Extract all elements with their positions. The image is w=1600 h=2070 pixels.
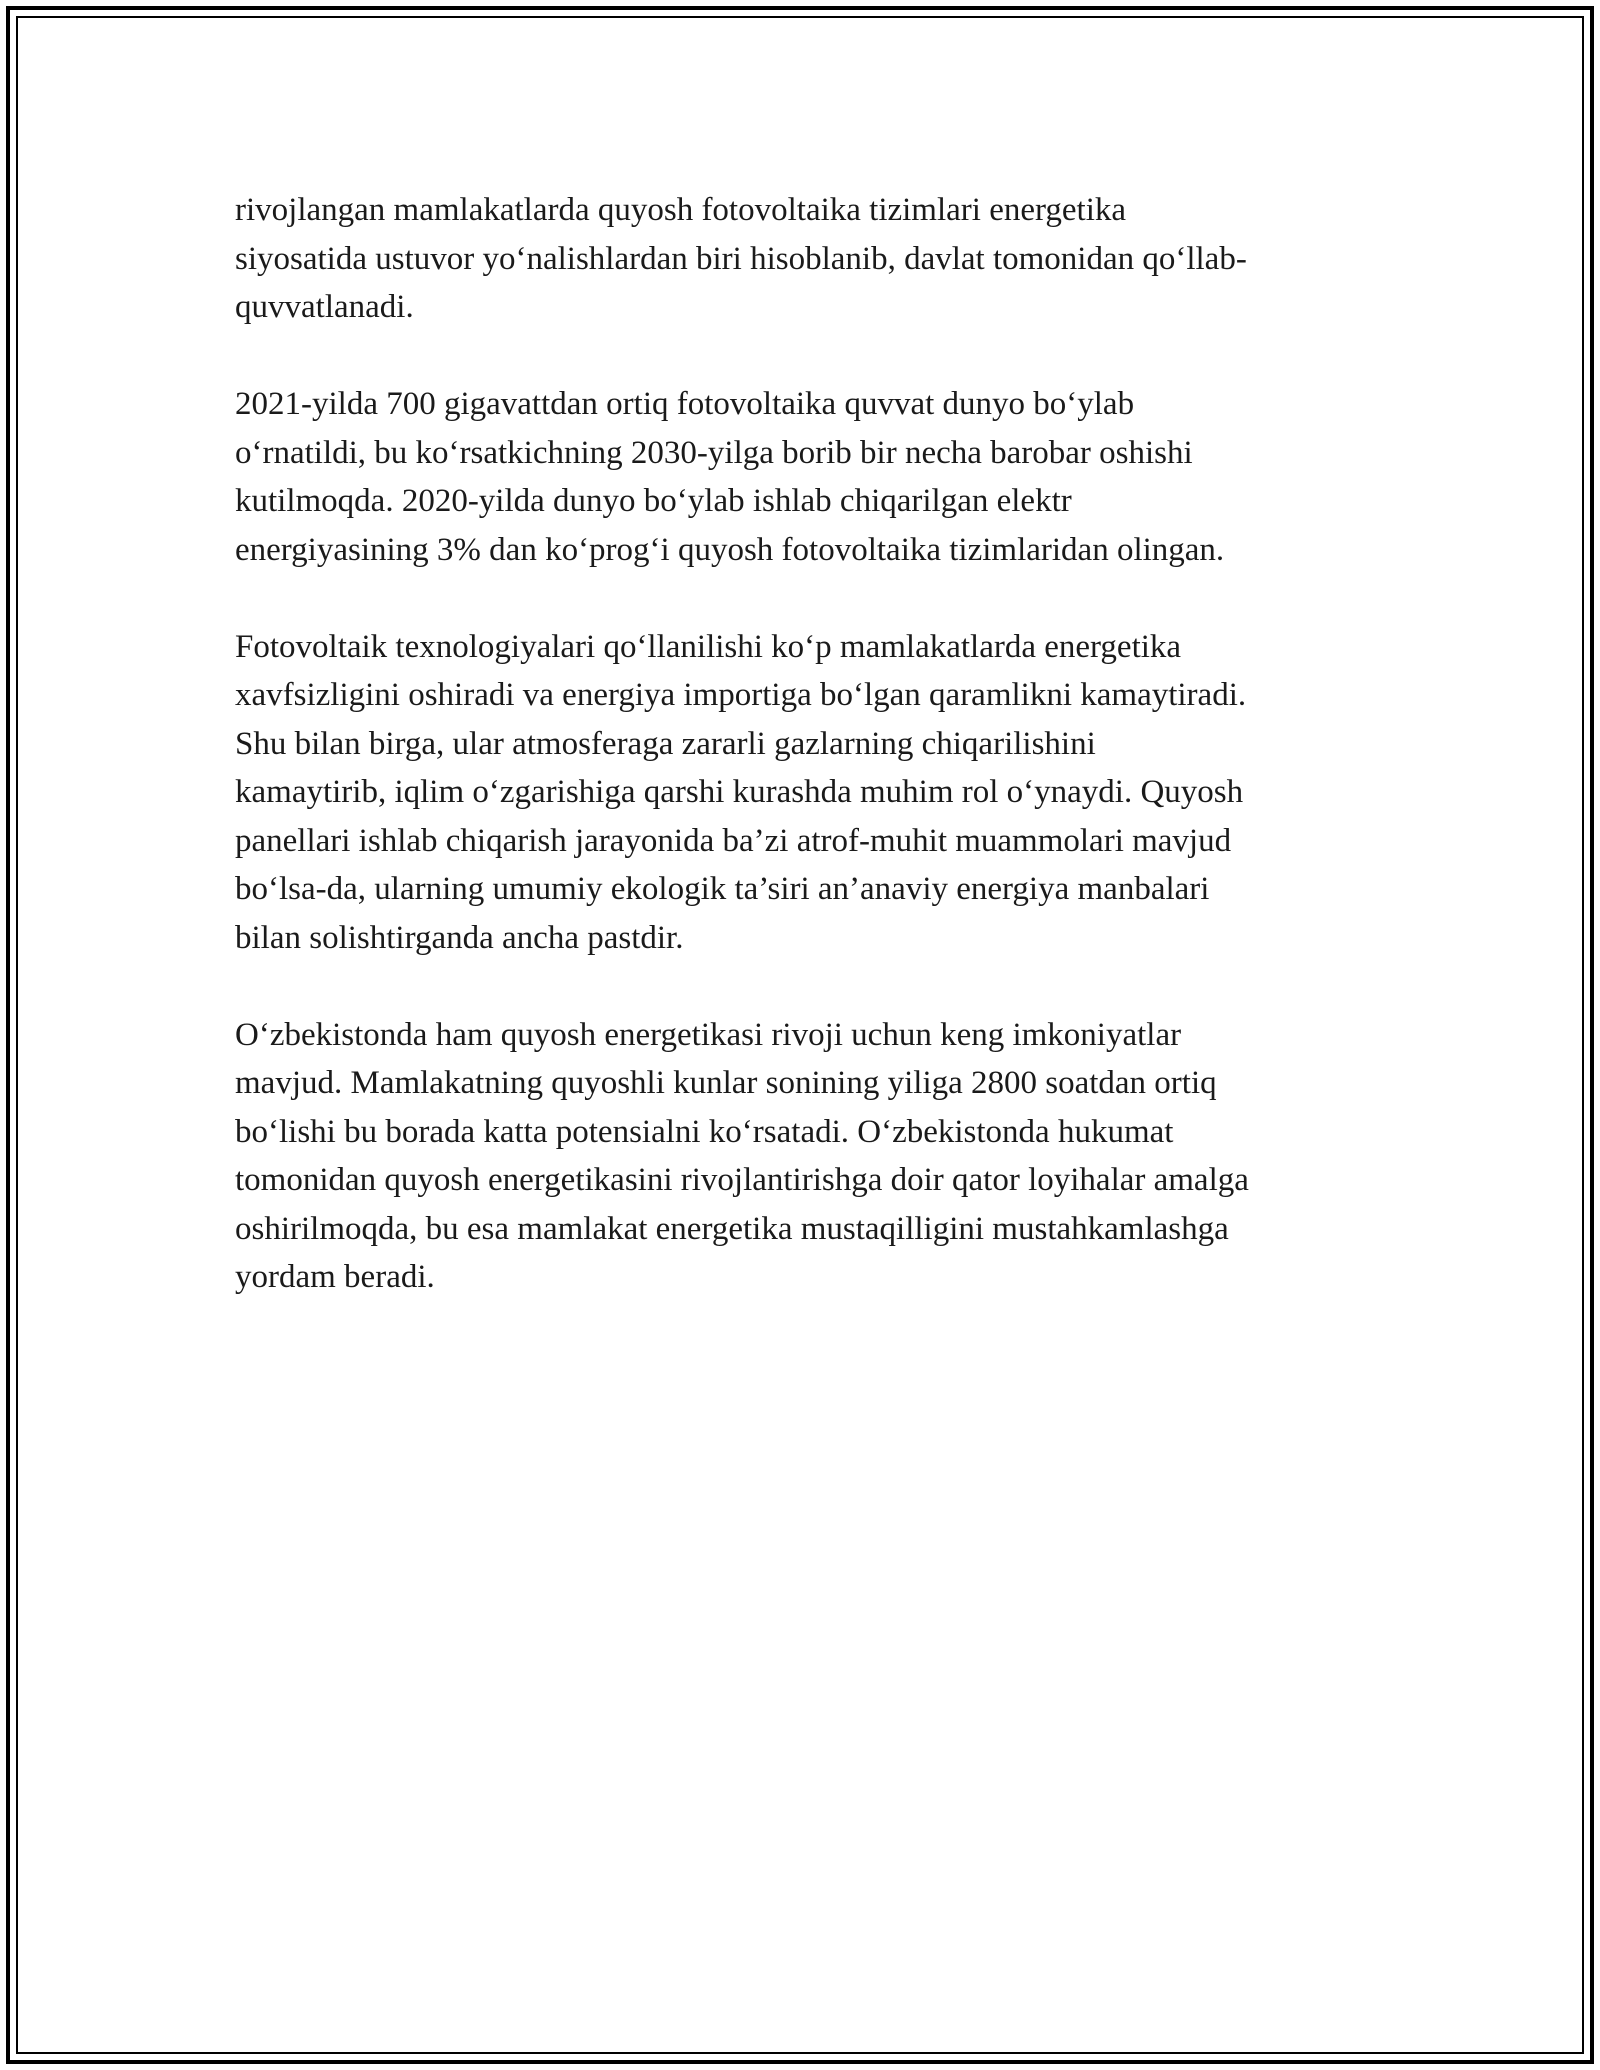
text-line: tomonidan quyosh energetikasini rivojlantirishga doir qator loyihalar amalga: [235, 1162, 1249, 1198]
text-line: O‘zbekistonda ham quyosh energetikasi rivoji uchun keng imkoniyatlar: [235, 1016, 1182, 1053]
document-body: [235, 186, 1375, 1350]
text-line: oshirilmoqda, bu esa mamlakat energetika mustaqilligini mustahkamlashga: [235, 1210, 1229, 1247]
text-line: quvvatlanadi.: [235, 289, 414, 325]
text-line: o‘rnatildi, bu ko‘rsatkichning 2030-yilga borib bir necha barobar oshishi: [235, 434, 1193, 471]
text-line: bo‘lishi bu borada katta potensialni ko‘rsatadi. O‘zbekistonda hukumat: [235, 1113, 1174, 1150]
text-line: siyosatida ustuvor yo‘nalishlardan biri hisoblanib, davlat tomonidan qo‘llab-: [235, 240, 1247, 277]
text-line: kamaytirib, iqlim o‘zgarishiga qarshi kurashda muhim rol o‘ynaydi. Quyosh: [235, 774, 1244, 810]
paragraph-1: [235, 186, 1375, 332]
text-line: mavjud. Mamlakatning quyoshli kunlar sonining yiliga 2800 soatdan ortiq: [235, 1065, 1217, 1101]
text-line: 2021-yilda 700 gigavattdan ortiq fotovoltaika quvvat dunyo bo‘ylab: [235, 386, 1135, 422]
paragraph-2: [235, 380, 1375, 574]
text-line: rivojlangan mamlakatlarda quyosh fotovoltaika tizimlari energetika: [235, 192, 1127, 228]
paragraph-4: [235, 1011, 1375, 1302]
paragraph-3: [235, 623, 1375, 963]
text-line: panellari ishlab chiqarish jarayonida ba’zi atrof-muhit muammolari mavjud: [235, 822, 1232, 859]
text-line: kutilmoqda. 2020-yilda dunyo bo‘ylab ishlab chiqarilgan elektr: [235, 483, 1072, 519]
text-line: Fotovoltaik texnologiyalari qo‘llanilishi ko‘p mamlakatlarda energetika: [235, 628, 1182, 665]
text-line: yordam beradi.: [235, 1259, 435, 1295]
text-line: Shu bilan birga, ular atmosferaga zararli gazlarning chiqarilishini: [235, 725, 1096, 762]
text-line: bo‘lsa-da, ularning umumiy ekologik ta’siri an’anaviy energiya manbalari: [235, 871, 1210, 907]
text-line: bilan solishtirganda ancha pastdir.: [235, 919, 684, 956]
text-line: xavfsizligini oshiradi va energiya importiga bo‘lgan qaramlikni kamaytiradi.: [235, 677, 1247, 713]
text-line: energiyasining 3% dan ko‘prog‘i quyosh fotovoltaika tizimlaridan olingan.: [235, 531, 1225, 568]
